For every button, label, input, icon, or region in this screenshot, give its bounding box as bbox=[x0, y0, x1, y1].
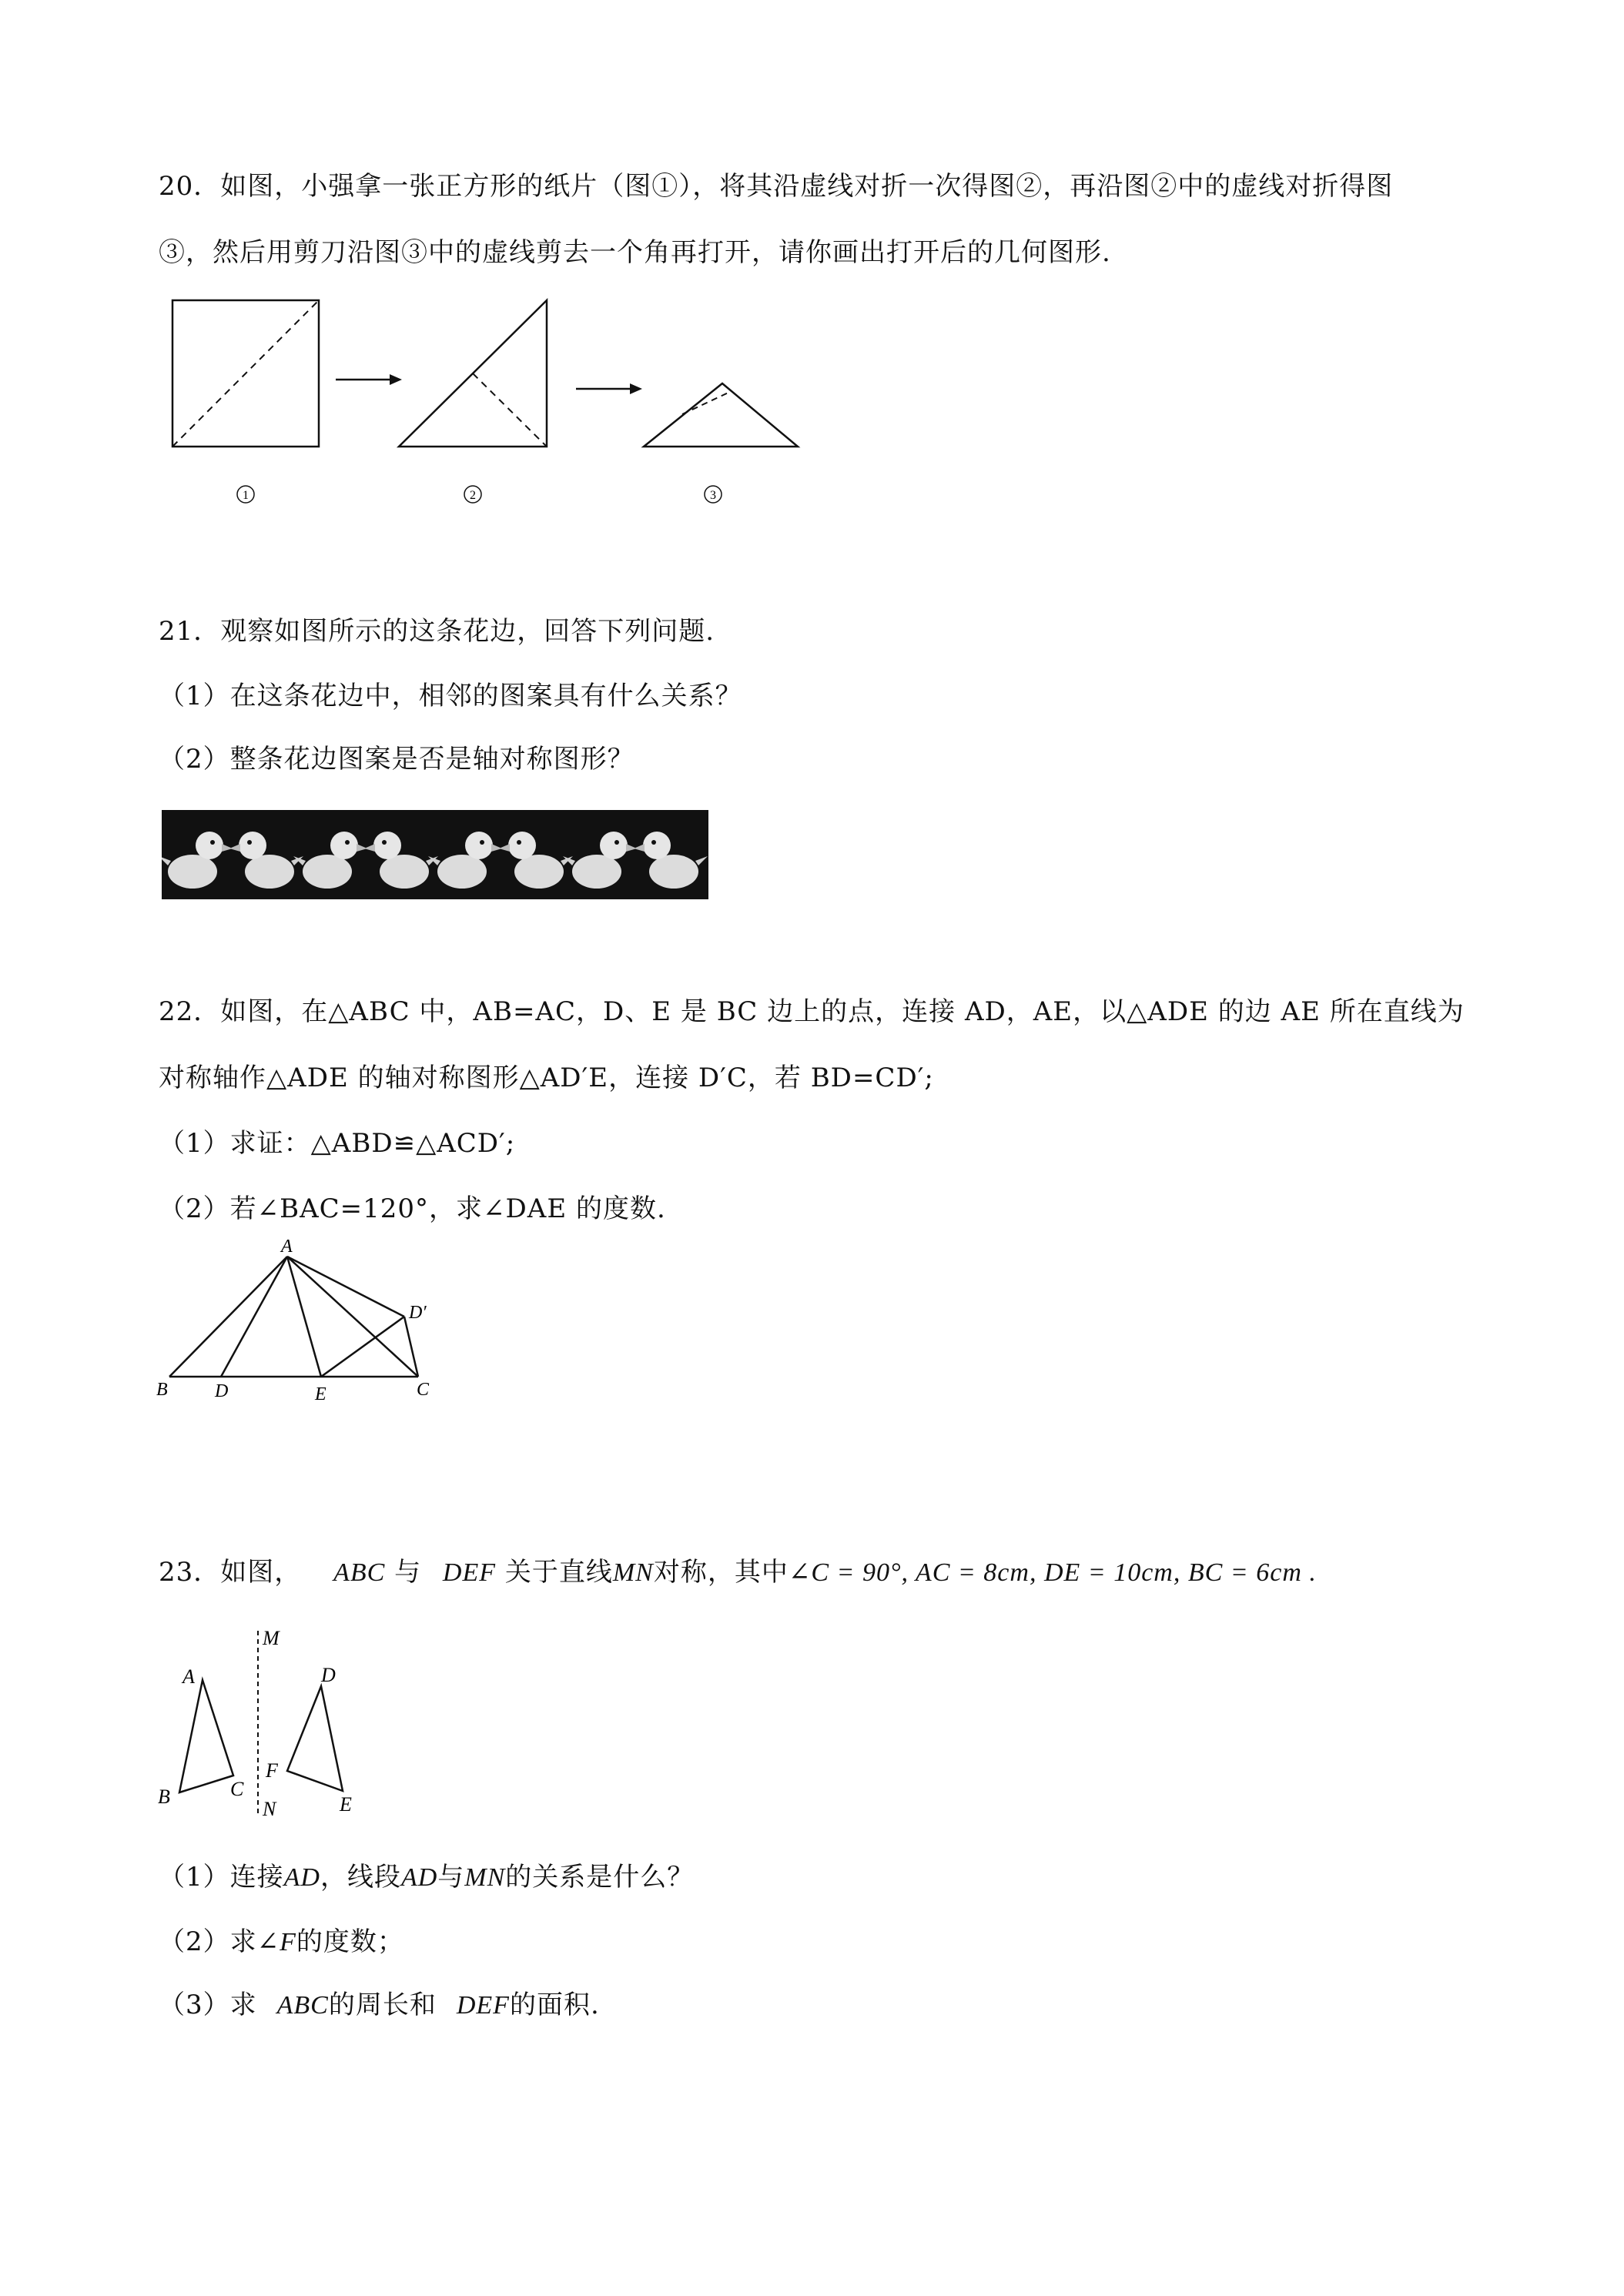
q23-symmetry-figure bbox=[150, 1617, 381, 1817]
q22-text-line1: 22．如图，在△ABC 中，AB=AC，D、E 是 BC 边上的点，连接 AD，AE，以△ADE 的边 AE 所在直线为 bbox=[159, 996, 1465, 1027]
q22-sub1: （1）求证：△ABD≌△ACD′; bbox=[159, 1128, 516, 1159]
q20-label-3: 3 bbox=[710, 489, 716, 502]
q23-about: 关于直线 bbox=[504, 1557, 613, 1588]
q23-sym: 对称，其中 bbox=[653, 1557, 789, 1588]
q23-sub1-part-d: 的关系是什么？ bbox=[505, 1862, 695, 1893]
q23-label-F: F bbox=[266, 1759, 278, 1782]
q20-folding-figure bbox=[162, 293, 809, 516]
q22-label-Dprime: D′ bbox=[409, 1303, 427, 1323]
q21-text-line1: 21．观察如图所示的这条花边，回答下列问题. bbox=[159, 616, 715, 647]
q23-sub3-abc: ABC bbox=[276, 1991, 329, 2020]
q23-sub3-part-c: 的面积. bbox=[509, 1990, 600, 2020]
q23-sub3-part-b: 的周长和 bbox=[328, 1990, 437, 2020]
q23-sub1-ad: AD bbox=[283, 1863, 320, 1892]
q23-with: 与 bbox=[394, 1557, 422, 1588]
q22-label-A: A bbox=[281, 1237, 293, 1257]
q20-triangle-3 bbox=[644, 383, 798, 447]
q23-sub1 bbox=[159, 1862, 694, 1893]
q23-sub1-mn: MN bbox=[464, 1863, 506, 1892]
q23-sub2-part-b: 的度数； bbox=[296, 1926, 404, 1957]
q23-mn: MN bbox=[612, 1558, 654, 1587]
q21-sub2: （2）整条花边图案是否是轴对称图形？ bbox=[159, 744, 635, 775]
q23-num: 23．如图， bbox=[159, 1557, 302, 1588]
q20-square-diagonal bbox=[172, 300, 319, 447]
q23-sub1-ad2: AD bbox=[400, 1863, 438, 1892]
q23-sub1-part-c: 与 bbox=[437, 1862, 465, 1893]
q23-label-E: E bbox=[340, 1793, 352, 1816]
q23-abc: ABC bbox=[333, 1558, 386, 1587]
q23-label-C: C bbox=[230, 1778, 244, 1800]
q23-label-B: B bbox=[158, 1786, 170, 1808]
q22-label-E: E bbox=[315, 1384, 326, 1404]
q20-arrow-2-head bbox=[630, 383, 642, 394]
q23-label-N: N bbox=[263, 1798, 276, 1817]
q20-label-1: 1 bbox=[243, 489, 249, 502]
q23-sub2 bbox=[159, 1926, 404, 1958]
q20-arrow-1-head bbox=[390, 374, 402, 385]
q23-label-M: M bbox=[263, 1627, 280, 1649]
q22-text-line2: 对称轴作△ADE 的轴对称图形△AD′E，连接 D′C，若 BD=CD′; bbox=[159, 1063, 934, 1093]
q20-label-2: 2 bbox=[470, 489, 476, 502]
q21-sub1: （1）在这条花边中，相邻的图案具有什么关系？ bbox=[159, 681, 742, 711]
q23-def: DEF bbox=[442, 1558, 497, 1587]
q23-sub3-def: DEF bbox=[456, 1991, 510, 2020]
q23-triangle-abc bbox=[179, 1680, 233, 1792]
q22-sub2: （2）若∠BAC=120°，求∠DAE 的度数. bbox=[159, 1193, 666, 1224]
q23-sub3 bbox=[159, 1990, 600, 2021]
q22-triangle-figure bbox=[150, 1232, 458, 1417]
q23-text bbox=[159, 1557, 1317, 1588]
q22-label-B: B bbox=[156, 1380, 168, 1400]
q22-label-C: C bbox=[417, 1380, 430, 1400]
q23-triangle-def bbox=[287, 1686, 343, 1791]
q23-sub1-part-b: ，线段 bbox=[320, 1862, 401, 1893]
q23-sub3-part-a: （3）求 bbox=[159, 1990, 257, 2020]
q22-label-D: D bbox=[215, 1381, 229, 1401]
q23-sub1-part-a: （1）连接 bbox=[159, 1862, 284, 1893]
q23-label-A: A bbox=[182, 1665, 195, 1688]
q23-sub2-angle-f: ∠F bbox=[256, 1928, 296, 1956]
q20-text-line2: ③，然后用剪刀沿图③中的虚线剪去一个角再打开，请你画出打开后的几何图形. bbox=[159, 237, 1111, 268]
q21-lace-border-image bbox=[162, 810, 708, 902]
q23-sub2-part-a: （2）求 bbox=[159, 1926, 257, 1957]
q23-label-D: D bbox=[321, 1664, 336, 1686]
q23-condition: ∠C = 90°, AC = 8cm, DE = 10cm, BC = 6cm . bbox=[788, 1558, 1317, 1587]
q20-text-line1: 20．如图，小强拿一张正方形的纸片（图①），将其沿虚线对折一次得图②，再沿图②中的虚线对折得图 bbox=[159, 171, 1394, 202]
q20-triangle-2-fold bbox=[473, 373, 547, 447]
